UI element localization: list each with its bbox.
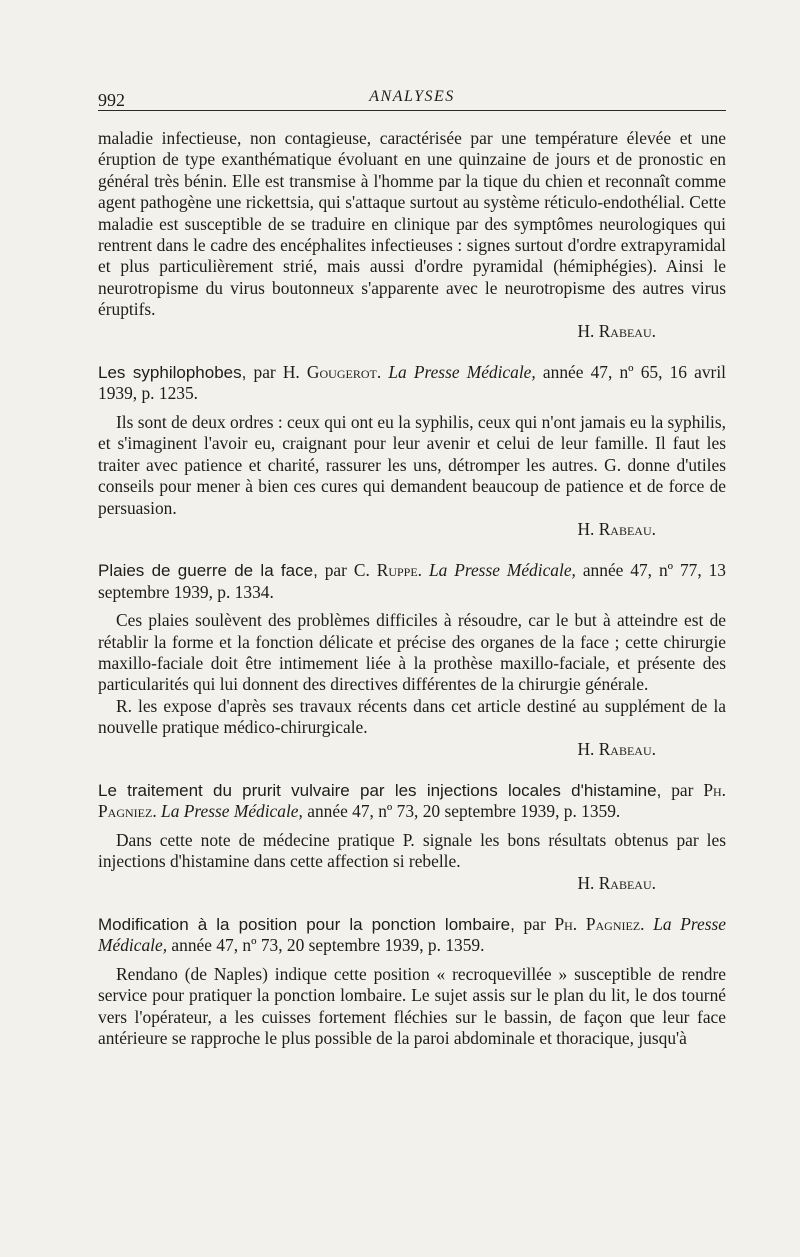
journal-name: La Presse Médicale,	[98, 914, 726, 956]
article-title: Le traitement du prurit vulvaire par les injections locales d'histamine,	[98, 780, 662, 800]
entry-heading	[78, 780, 726, 823]
article-title: Plaies de guerre de la face,	[98, 561, 318, 581]
abstract-paragraph: Ces plaies soulèvent des problèmes difficiles à résoudre, car le but à atteindre est de rétablir la forme et la fonction délicate et précise des organes de la face ; cette chirurgie maxillo-faciale doit être intimement liée à la prothèse maxillo-faciale, et présente des particularités qui lui donnent des directives différentes de la chirurgie générale.	[98, 610, 726, 695]
signature: H. Rabeau.	[577, 738, 656, 759]
abstract-entry	[98, 780, 726, 894]
signature: H. Rabeau.	[577, 518, 656, 539]
author-name: C. Ruppe.	[353, 560, 423, 581]
abstract-entry	[98, 914, 726, 1049]
author-name: Ph. Pagniez.	[98, 779, 726, 822]
article-title: Les syphilophobes,	[98, 363, 247, 383]
entry-heading	[78, 362, 726, 405]
citation: année 47, nº 73, 20 septembre 1939, p. 1359.	[307, 801, 621, 822]
page-number: 992	[98, 90, 125, 110]
citation: année 47, nº 77, 13 septembre 1939, p. 1334.	[98, 560, 726, 602]
entry-heading	[78, 914, 726, 957]
journal-name: La Presse Médicale,	[161, 801, 303, 822]
journal-name: La Presse Médicale,	[388, 362, 536, 383]
page-content	[98, 128, 726, 1049]
author-name: H. Gougerot.	[282, 362, 382, 383]
by-word: par	[324, 560, 347, 581]
citation: année 47, nº 65, 16 avril 1939, p. 1235.	[98, 362, 726, 404]
continuation-block	[98, 128, 726, 342]
signature: H. Rabeau.	[577, 872, 656, 893]
abstract-paragraph: R. les expose d'après ses travaux récents dans cet article destiné au supplément de la nouvelle pratique médico-chirurgicale.	[98, 695, 726, 738]
continuation-paragraph: maladie infectieuse, non contagieuse, caractérisée par une température élevée et une éruption de type exanthématique évoluant en une quinzaine de jours et de pronostic en général très bénin. Elle est transmise à l'homme par la tique du chien et reconnaît comme agent pathogène une rickettsia, qui s'attaque surtout au système réticulo-endothélial. Cette maladie est susceptible de se traduire en clinique par des symptômes neurologiques qui rentrent dans le cadre des encéphalites infectieuses : signes surtout d'ordre extrapyramidal et plus particulièrement strié, mais aussi d'ordre pyramidal (hémiphégies). Ainsi le neurotropisme du virus boutonneux s'apparente avec le neurotropisme des autres virus éruptifs.	[98, 128, 726, 320]
signature: H. Rabeau.	[577, 320, 656, 341]
abstract-paragraph: Dans cette note de médecine pratique P. signale les bons résultats obtenus par les injections d'histamine dans cette affection si rebelle.	[98, 829, 726, 872]
running-title: ANALYSES	[369, 88, 455, 105]
citation: année 47, nº 73, 20 septembre 1939, p. 1359.	[171, 935, 485, 956]
journal-name: La Presse Médicale,	[428, 560, 576, 581]
page-header	[98, 88, 726, 111]
by-word: par	[523, 914, 546, 934]
abstract-paragraph: Rendano (de Naples) indique cette position « recroquevillée » susceptible de rendre service pour pratiquer la ponction lombaire. Le sujet assis sur le plan du lit, le dos tourné vers l'opérateur, a les cuisses fortement fléchies sur le bassin, de façon que leur face antérieure se rapproche le plus possible de la paroi abdominale et thoracique, jusqu'à	[98, 963, 726, 1049]
by-word: par	[253, 362, 276, 383]
entry-heading	[78, 560, 726, 603]
abstract-entry	[98, 560, 726, 760]
author-name: Ph. Pagniez.	[554, 914, 645, 934]
abstract-paragraph: Ils sont de deux ordres : ceux qui ont eu la syphilis, ceux qui n'ont jamais eu la syphilis, et s'imaginent l'avoir eu, craignant pour leur avenir et celui de leur famille. Il faut les traiter avec patience et charité, rassurer les uns, détromper les autres. G. donne d'utiles conseils pour mener à bien ces cures qui demandent beaucoup de patience et de force de persuasion.	[98, 411, 726, 518]
abstract-entry	[98, 362, 726, 540]
by-word: par	[671, 779, 694, 800]
article-title: Modification à la position pour la ponction lombaire,	[98, 915, 515, 934]
